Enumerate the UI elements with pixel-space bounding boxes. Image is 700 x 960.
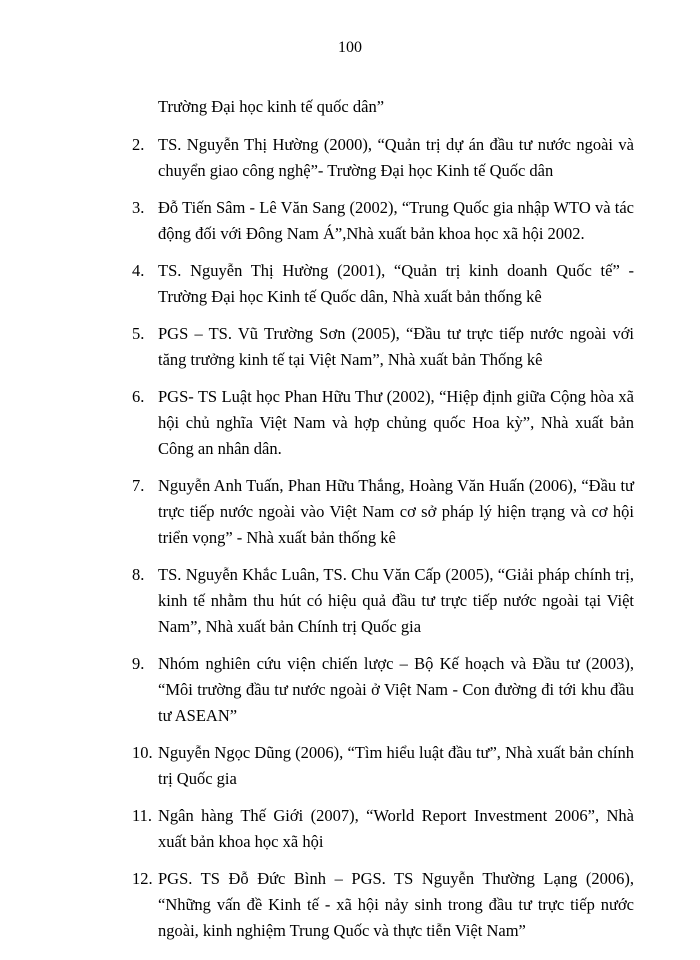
reference-text: Nhóm nghiên cứu viện chiến lược – Bộ Kế hoạch và Đầu tư (2003), “Môi trường đầu tư nước ngoài ở Việt Nam - Con đường đi tới khu đầu tư ASEAN”: [158, 654, 634, 725]
reference-item: [132, 195, 634, 247]
reference-number: 5.: [132, 324, 145, 343]
reference-item: [132, 740, 634, 792]
reference-text: PGS – TS. Vũ Trường Sơn (2005), “Đầu tư trực tiếp nước ngoài với tăng trưởng kinh tế tại Việt Nam”, Nhà xuất bản Thống kê: [158, 324, 634, 369]
reference-item: [132, 803, 634, 855]
reference-number: 10.: [132, 743, 153, 762]
reference-number: 7.: [132, 476, 145, 495]
reference-text: PGS. TS Đỗ Đức Bình – PGS. TS Nguyễn Thường Lạng (2006), “Những vấn đề Kinh tế - xã hội nảy sinh trong đầu tư trực tiếp nước ngoài, kinh nghiệm Trung Quốc và thực tiễn Việt Nam”: [158, 869, 634, 940]
reference-number: 2.: [132, 135, 145, 154]
reference-number: 3.: [132, 198, 145, 217]
reference-continuation: Trường Đại học kinh tế quốc dân”: [158, 97, 385, 116]
reference-text: TS. Nguyễn Thị Hường (2001), “Quản trị kinh doanh Quốc tế” - Trường Đại học Kinh tế Quốc dân, Nhà xuất bản thống kê: [158, 261, 634, 306]
reference-text: TS. Nguyễn Khắc Luân, TS. Chu Văn Cấp (2005), “Giải pháp chính trị, kinh tế nhằm thu hút có hiệu quả đầu tư trực tiếp nước ngoài tại Việt Nam”, Nhà xuất bản Chính trị Quốc gia: [158, 565, 634, 636]
reference-item: [132, 258, 634, 310]
reference-number: 6.: [132, 387, 145, 406]
reference-item: [132, 651, 634, 729]
reference-item: [132, 132, 634, 184]
reference-text: Ngân hàng Thế Giới (2007), “World Report Investment 2006”, Nhà xuất bản khoa học xã hội: [158, 806, 634, 851]
reference-text: Nguyễn Anh Tuấn, Phan Hữu Thắng, Hoàng Văn Huấn (2006), “Đầu tư trực tiếp nước ngoài vào Việt Nam cơ sở pháp lý hiện trạng và cơ hội triển vọng” - Nhà xuất bản thống kê: [158, 476, 634, 547]
reference-text: Đỗ Tiến Sâm - Lê Văn Sang (2002), “Trung Quốc gia nhập WTO và tác động đối với Đông Nam Á”,Nhà xuất bản khoa học xã hội 2002.: [158, 198, 634, 243]
reference-text: Nguyễn Ngọc Dũng (2006), “Tìm hiểu luật đầu tư”, Nhà xuất bản chính trị Quốc gia: [158, 743, 634, 788]
page-number: 100: [338, 39, 362, 56]
reference-number: 8.: [132, 565, 145, 584]
reference-text: PGS- TS Luật học Phan Hữu Thư (2002), “Hiệp định giữa Cộng hòa xã hội chủ nghĩa Việt Nam và hợp chủng quốc Hoa kỳ”, Nhà xuất bản Công an nhân dân.: [158, 387, 634, 458]
reference-text: TS. Nguyễn Thị Hường (2000), “Quản trị dự án đầu tư nước ngoài và chuyển giao công nghệ”- Trường Đại học Kinh tế Quốc dân: [158, 135, 634, 180]
reference-number: 4.: [132, 261, 145, 280]
reference-item: [132, 473, 634, 551]
reference-item: [132, 562, 634, 640]
reference-item: [132, 321, 634, 373]
reference-number: 9.: [132, 654, 145, 673]
reference-list: [132, 94, 634, 955]
reference-number: 12.: [132, 869, 153, 888]
reference-number: 11.: [132, 806, 153, 825]
reference-item: [132, 384, 634, 462]
reference-item: [132, 866, 634, 944]
